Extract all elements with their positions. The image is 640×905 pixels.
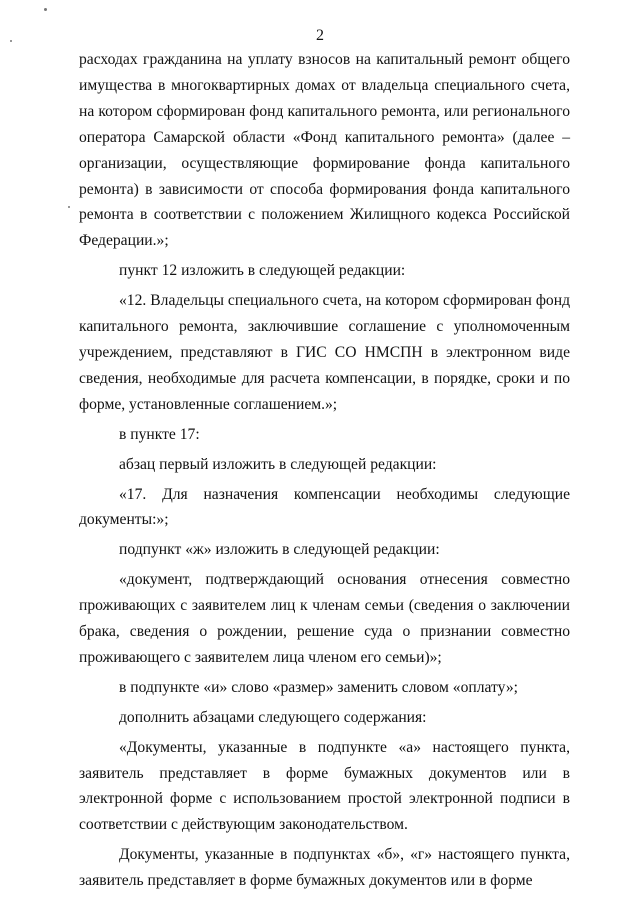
paragraph-in-item-17: в пункте 17: — [119, 425, 200, 443]
paragraph-continuation: расходах гражданина на уплату взносов на капитальный ремонт общего имущества в многоквартирных домах от владельца специального счета, на котором сформирован фонд капитального ремонта, или регионального оператора Самарской области «Фонд капитального ремонта» (далее – организации, осуществляющие формирование фонда капитального ремонта) в зависимости от способа формирования фонда капитального ремонта в соответствии с положением Жилищного кодекса Российской Федерации.»; — [79, 51, 570, 250]
paragraph-item-17-text: «17. Для назначения компенсации необходимы следующие документы:»; — [79, 485, 570, 529]
paragraph-supplement: дополнить абзацами следующего содержания: — [119, 708, 427, 726]
paragraph-subitem-i: в подпункте «и» слово «размер» заменить словом «оплату»; — [119, 678, 518, 696]
paragraph-subitem-zh: подпункт «ж» изложить в следующей редакции: — [119, 541, 440, 559]
document-body — [79, 47, 570, 894]
paragraph-first-abzac: абзац первый изложить в следующей редакции: — [119, 455, 437, 473]
scan-speck — [68, 206, 70, 208]
page-number: 2 — [316, 27, 324, 44]
paragraph-amend-item-12: пункт 12 изложить в следующей редакции: — [119, 262, 406, 280]
scan-speck — [44, 8, 47, 11]
paragraph-documents-b-g: Документы, указанные в подпунктах «б», «г» настоящего пункта, заявитель представляет в форме бумажных документов или в форме — [79, 846, 570, 890]
paragraph-documents-a: «Документы, указанные в подпункте «а» настоящего пункта, заявитель представляет в форме бумажных документов или в электронной форме с использованием простой электронной подписи в соответствии с действующим законодательством. — [79, 738, 570, 834]
paragraph-subitem-zh-text: «документ, подтверждающий основания отнесения совместно проживающих с заявителем лиц к членам семьи (сведения о заключении брака, сведения о рождении, решение суда о признании совместно проживающего с заявителем лица членом его семьи)»; — [79, 571, 570, 666]
paragraph-item-12-text: «12. Владельцы специального счета, на котором сформирован фонд капитального ремонта, заключившие соглашение с уполномоченным учреждением, представляют в ГИС СО НМСПН в электронном виде сведения, необходимые для расчета компенсации, в порядке, сроки и по форме, установленные соглашением.»; — [79, 292, 570, 413]
